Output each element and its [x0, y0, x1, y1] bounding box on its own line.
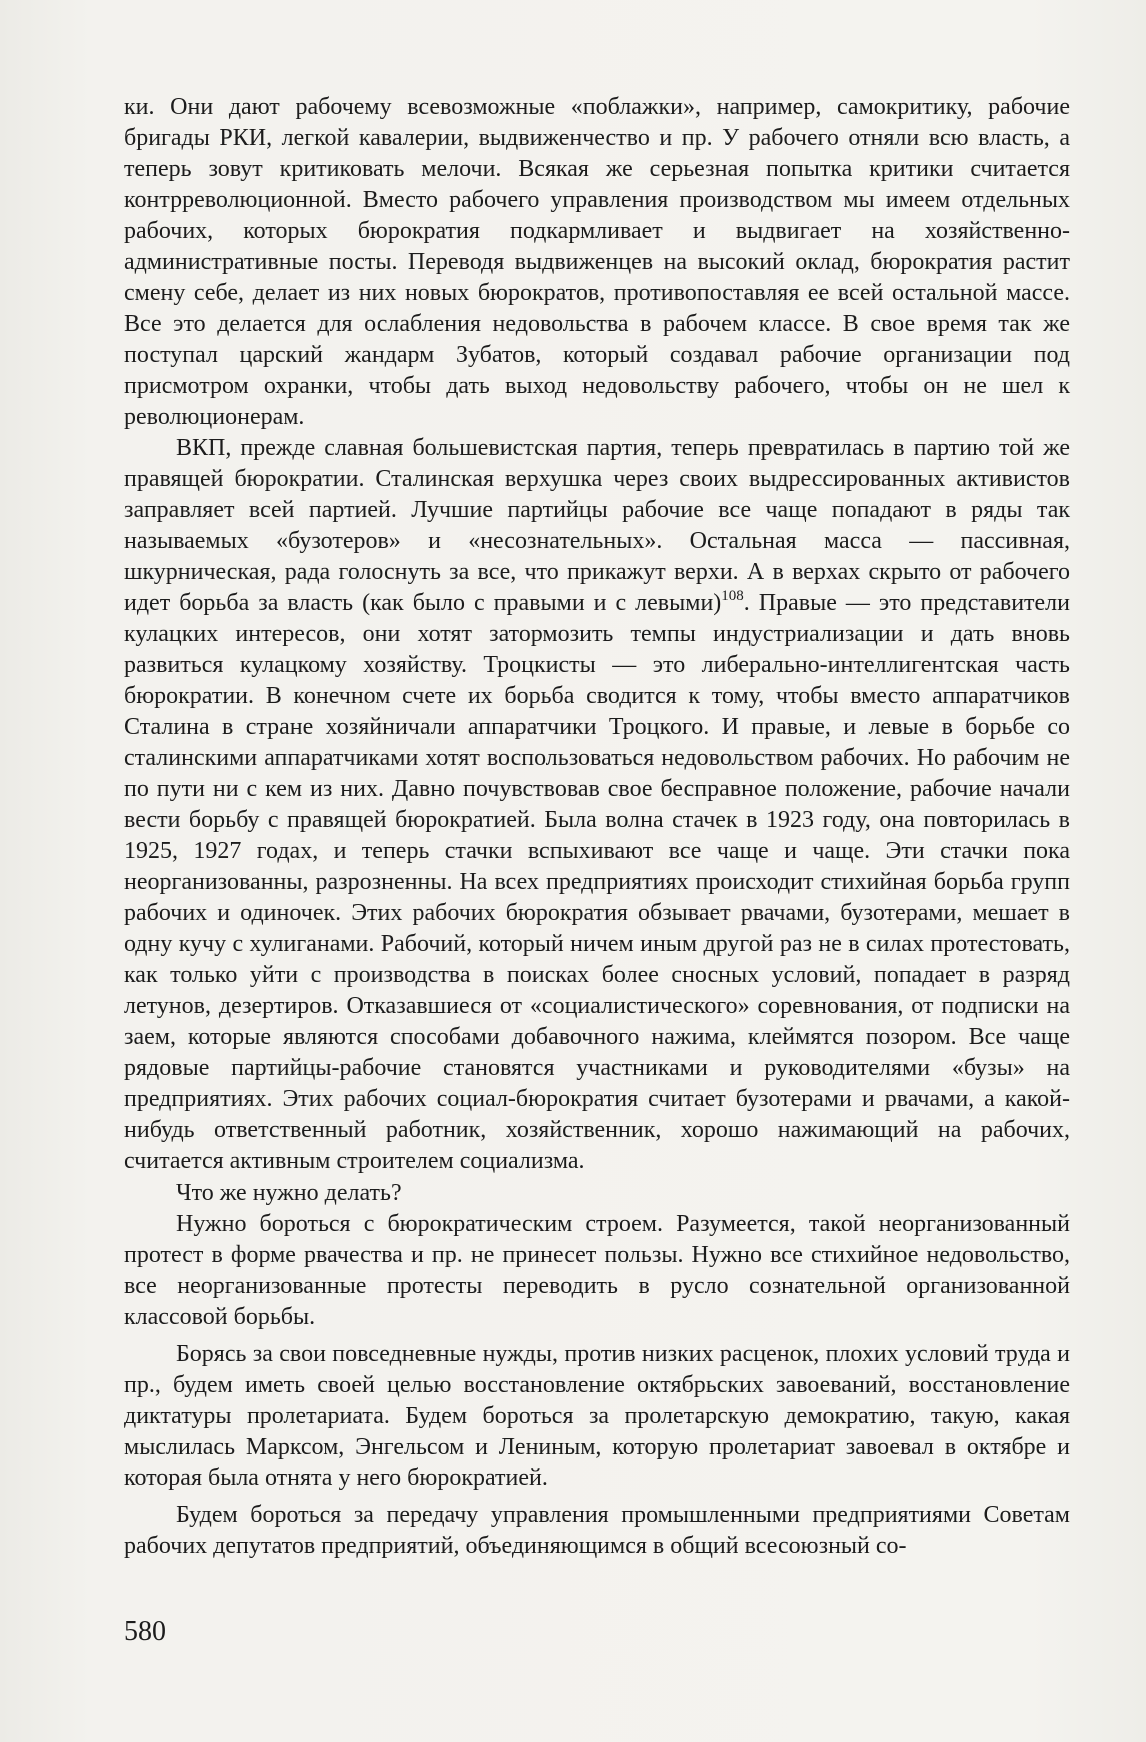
paragraph-2 [124, 433, 1070, 1177]
paragraph-4: Нужно бороться с бюрократическим строем. Разумеется, такой неорганизованный протест в форме рвачества и пр. не принесет пользы. Нужно все стихийное недовольство, все неорганизованные протесты переводить в русло сознательной организованной классовой борьбы. [124, 1211, 1070, 1330]
paragraph-3-question: Что же нужно делать? [176, 1180, 402, 1206]
paragraph-1: ки. Они дают рабочему всевозможные «поблажки», например, самокритику, рабочие бригады РКИ, легкой кавалерии, выдвиженчество и пр. У рабочего отняли всю власть, а теперь зовут критиковать мелочи. Всякая же серьезная попытка критики считается контрреволюционной. Вместо рабочего управления производством мы имеем отдельных рабочих, которых бюрократия подкармливает и выдвигает на хозяйственно-административные посты. Переводя выдвиженцев на высокий оклад, бюрократия растит смену себе, делает из них новых бюрократов, противопоставляя ее всей остальной массе. Все это делается для ослабления недовольства в рабочем классе. В свое время так же поступал царский жандарм Зубатов, который создавал рабочие организации под присмотром охранки, чтобы дать выход недовольству рабочего, чтобы он не шел к революционерам. [124, 94, 1070, 430]
body-text [124, 92, 1070, 1562]
paragraph-2-text-b: . Правые — это представители кулацких интересов, они хотят затормозить темпы индустриализации и дать вновь развиться кулацкому хозяйству. Троцкисты — это либерально-интеллигентская часть бюрократии. В конечном счете их борьба сводится к тому, чтобы вместо аппаратчиков Сталина в стране хозяйничали аппаратчики Троцкого. И правые, и левые в борьбе со сталинскими аппаратчиками хотят воспользоваться недовольством рабочих. Но рабочим не по пути ни с кем из них. Давно почувствовав свое бесправное положение, рабочие начали вести борьбу с правящей бюрократией. Была волна стачек в 1923 году, она повторилась в 1925, 1927 годах, и теперь стачки вспыхивают все чаще и чаще. Эти стачки пока неорганизованны, разрозненны. На всех предприятиях происходит стихийная борьба групп рабочих и одиночек. Этих рабочих бюрократия обзывает рвачами, бузотерами, мешает в одну кучу с хулиганами. Рабочий, который ничем иным другой раз не в силах протестовать, как только уйти с производства в поисках более сносных условий, попадает в разряд летунов, дезертиров. Отказавшиеся от «социалистического» соревнования, от подписки на заем, которые являются способами добавочного нажима, клеймятся позором. Все чаще рядовые партийцы-рабочие становятся участниками и руководителями «бузы» на предприятиях. Этих рабочих социал-бюрократия считает бузотерами и рвачами, а какой-нибудь ответственный работник, хозяйственник, хорошо нажимающий на рабочих, считается активным строителем социализма. [124, 590, 1070, 1174]
paragraph-5: Борясь за свои повседневные нужды, против низких расценок, плохих условий труда и пр., будем иметь своей целью восстановление октябрьских завоеваний, восстановление диктатуры пролетариата. Будем бороться за пролетарскую демократию, такую, какая мыслилась Марксом, Энгельсом и Лениным, которую пролетариат завоевал в октябре и которая была отнята у него бюрократией. [124, 1341, 1070, 1491]
footnote-marker[interactable]: 108 [721, 588, 744, 604]
paragraph-2-text-a: ВКП, прежде славная большевистская партия, теперь превратилась в партию той же правящей бюрократии. Сталинская верхушка через своих выдрессированных активистов заправляет всей партией. Лучшие партийцы рабочие все чаще попадают в ряды так называемых «бузотеров» и «несознательных». Остальная масса — пассивная, шкурническая, рада голоснуть за все, что прикажут верхи. А в верхах скрыто от рабочего идет борьба за власть (как было с правыми и с левыми) [124, 435, 1070, 616]
page-number: 580 [124, 1616, 166, 1647]
paragraph-6: Будем бороться за передачу управления промышленными предприятиями Советам рабочих депутатов предприятий, объединяющимся в общий всесоюзный со- [124, 1502, 1070, 1559]
